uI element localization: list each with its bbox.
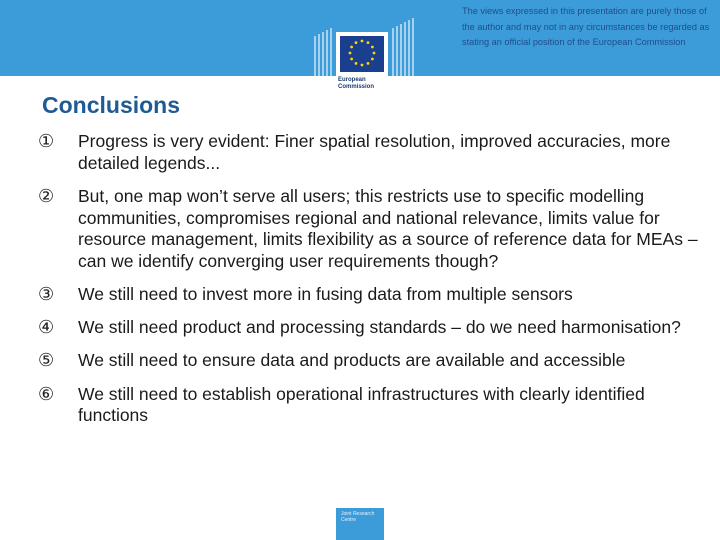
jrc-logo-text: Joint Research Centre — [341, 511, 375, 523]
list-item — [38, 384, 698, 427]
circled-number-3-icon: ③ — [38, 284, 55, 305]
conclusions-list — [38, 131, 698, 427]
disclaimer-text: The views expressed in this presentation are purely those of the author and may not in any circumstances be regarded as stating an official position of the European Commission — [462, 6, 710, 47]
list-item-text: But, one map won’t serve all users; this restricts use to specific modelling communities, compromises regional and national relevance, limits value for resource management, limits flexibility as a source of reference data for MEAs – can we identify converging user requirements though? — [78, 186, 698, 271]
list-item-text: We still need product and processing standards – do we need harmonisation? — [78, 316, 681, 337]
european-commission-building-logo — [312, 10, 428, 76]
list-item-text: Progress is very evident: Finer spatial resolution, improved accuracies, more detailed legends... — [78, 131, 671, 173]
circled-number-2-icon: ② — [38, 186, 55, 207]
list-item — [38, 131, 698, 174]
list-item — [38, 317, 698, 339]
circled-number-4-icon: ④ — [38, 316, 55, 338]
circled-number-5-icon: ⑤ — [38, 350, 55, 371]
circled-number-1-icon: ① — [38, 131, 55, 152]
circled-number-6-icon: ⑥ — [38, 383, 55, 405]
list-item-text: We still need to ensure data and products are available and accessible — [78, 350, 626, 370]
list-item — [38, 186, 698, 272]
list-item-text: We still need to invest more in fusing data from multiple sensors — [78, 284, 573, 304]
slide-title: Conclusions — [42, 92, 181, 118]
list-item — [38, 284, 698, 306]
list-item — [38, 350, 698, 372]
list-item-text: We still need to establish operational infrastructures with clearly identified functions — [78, 383, 645, 425]
logo-caption: European Commission — [338, 77, 375, 90]
